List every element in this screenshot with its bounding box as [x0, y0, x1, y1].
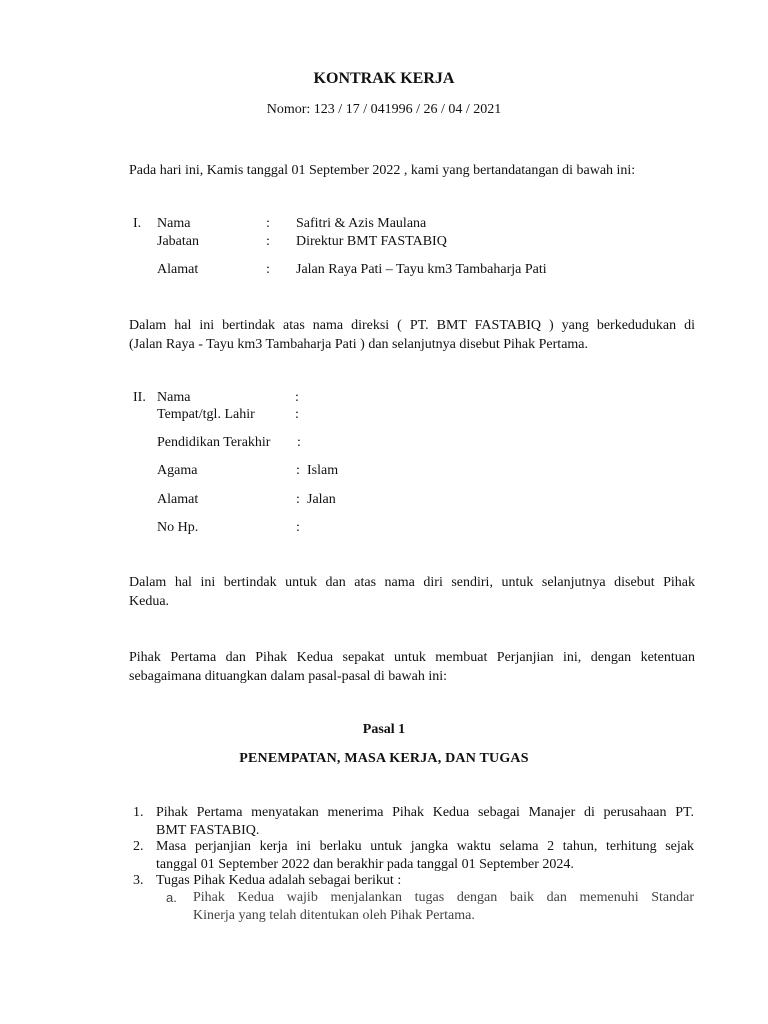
list-item [156, 838, 694, 874]
party-two-birth-colon: : [295, 407, 299, 422]
party-two-statement-line: Dalam hal ini bertindak untuk dan atas nama diri sendiri, untuk selanjutnya disebut Pihak [129, 575, 695, 590]
list-item [156, 804, 694, 840]
party-two-address-label: Alamat [157, 492, 199, 507]
pasal-heading: PENEMPATAN, MASA KERJA, DAN TUGAS [239, 751, 529, 766]
party-one-position-value: Direktur BMT FASTABIQ [296, 234, 447, 249]
party-two-name-label: Nama [157, 390, 191, 405]
list-item-line: BMT FASTABIQ. [156, 823, 260, 838]
party-two-statement-line: Kedua. [129, 594, 170, 609]
agreement-line: sebagaimana dituangkan dalam pasal-pasal di bawah ini: [129, 669, 448, 684]
party-one-position-label: Jabatan [157, 234, 199, 249]
list-item-number: 1. [133, 805, 144, 820]
party-one-address-value: Jalan Raya Pati – Tayu km3 Tambaharja Pati [296, 262, 547, 277]
list-item-number: 2. [133, 839, 144, 854]
list-item-line: Tugas Pihak Kedua adalah sebagai berikut : [156, 873, 402, 888]
pasal-number: Pasal 1 [362, 722, 406, 737]
party-two-name-colon: : [295, 390, 299, 405]
document-number: Nomor: 123 / 17 / 041996 / 26 / 04 / 2021 [266, 102, 502, 117]
party-one-name-label: Nama [157, 216, 191, 231]
party-two-education-colon: : [297, 435, 301, 450]
sub-item [193, 889, 694, 925]
sub-item-line: Pihak Kedua wajib menjalankan tugas dengan baik dan memenuhi Standar [193, 890, 694, 905]
party-two-numeral: II. [133, 390, 146, 405]
party-one-position-colon: : [266, 234, 270, 249]
party-two-birth-label: Tempat/tgl. Lahir [157, 407, 255, 422]
list-item-number: 3. [133, 873, 144, 888]
intro-text: Pada hari ini, Kamis tanggal 01 September 2022 , kami yang bertandatangan di bawah ini: [129, 163, 636, 178]
party-one-statement [129, 316, 695, 354]
document-title: KONTRAK KERJA [313, 70, 455, 87]
party-two-religion-label: Agama [157, 463, 198, 478]
party-one-address-label: Alamat [157, 262, 199, 277]
party-two-address-value: Jalan [307, 492, 336, 507]
party-two-religion-value: Islam [307, 463, 339, 478]
party-two-religion-colon: : [296, 463, 300, 478]
party-one-statement-line: Dalam hal ini bertindak atas nama direksi ( PT. BMT FASTABIQ ) yang berkedudukan di [129, 318, 695, 333]
party-two-phone-colon: : [296, 520, 300, 535]
party-one-address-colon: : [266, 262, 270, 277]
party-one-numeral: I. [133, 216, 142, 231]
sub-item-line: Kinerja yang telah ditentukan oleh Pihak Pertama. [193, 908, 475, 923]
party-two-statement [129, 573, 695, 611]
sub-item-letter: a. [166, 890, 177, 905]
agreement-line: Pihak Pertama dan Pihak Kedua sepakat untuk membuat Perjanjian ini, dengan ketentuan [129, 650, 695, 665]
list-item-line: Masa perjanjian kerja ini berlaku untuk jangka waktu selama 2 tahun, terhitung sejak [156, 839, 694, 854]
party-one-name-colon: : [266, 216, 270, 231]
party-one-statement-line: (Jalan Raya - Tayu km3 Tambaharja Pati ) dan selanjutnya disebut Pihak Pertama. [129, 337, 589, 352]
party-two-education-label: Pendidikan Terakhir [157, 435, 271, 450]
party-two-address-colon: : [296, 492, 300, 507]
party-two-phone-label: No Hp. [157, 520, 199, 535]
list-item-line: Pihak Pertama menyatakan menerima Pihak Kedua sebagai Manajer di perusahaan PT. [156, 805, 694, 820]
agreement-statement [129, 648, 695, 686]
list-item-line: tanggal 01 September 2022 dan berakhir pada tanggal 01 September 2024. [156, 857, 574, 872]
party-one-name-value: Safitri & Azis Maulana [296, 216, 427, 231]
